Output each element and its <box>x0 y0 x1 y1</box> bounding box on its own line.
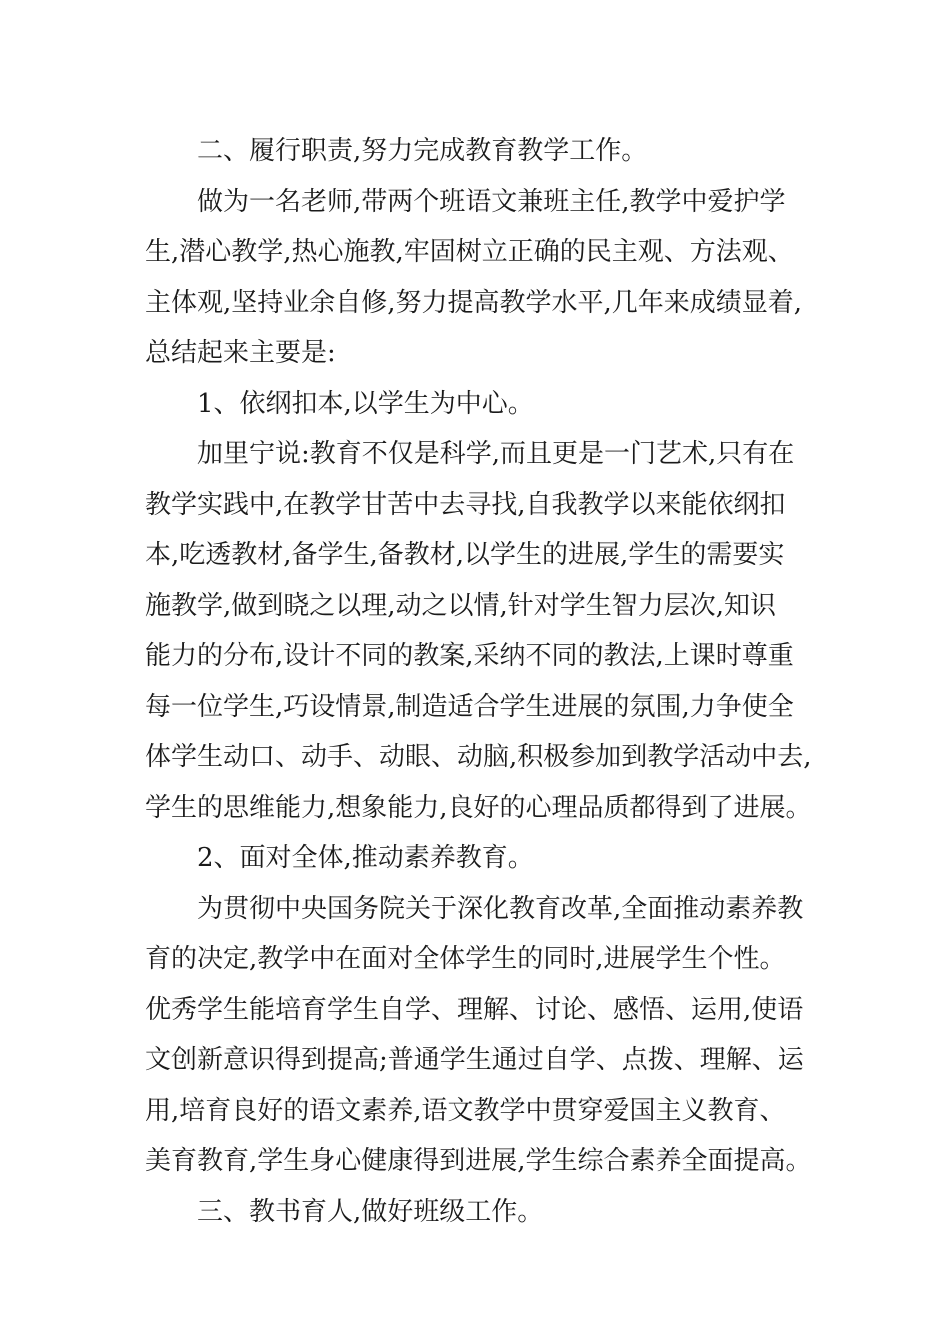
paragraph-line: 为贯彻中央国务院关于深化教育改革,全面推动素养教 <box>197 893 804 924</box>
paragraph-line: 本,吃透教材,备学生,备教材,以学生的进展,学生的需要实 <box>145 540 785 570</box>
paragraph-line: 施教学,做到晓之以理,动之以情,针对学生智力层次,知识 <box>145 590 777 621</box>
paragraph-line: 做为一名老师,带两个班语文兼班主任,教学中爱护学 <box>197 186 786 217</box>
paragraph-line: 主体观,坚持业余自修,努力提高教学水平,几年来成绩显着, <box>145 287 803 318</box>
subsection-heading: 2、面对全体,推动素养教育。 <box>197 843 534 873</box>
paragraph-line: 用,培育良好的语文素养,语文教学中贯穿爱国主义教育、 <box>145 1095 786 1126</box>
subsection-heading: 1、依纲扣本,以学生为中心。 <box>197 388 534 419</box>
body-text <box>145 126 825 1237</box>
paragraph-line: 加里宁说:教育不仅是科学,而且更是一门艺术,只有在 <box>197 439 795 469</box>
paragraph-line: 教学实践中,在教学甘苦中去寻找,自我教学以来能依纲扣 <box>145 489 786 520</box>
paragraph-line: 育的决定,教学中在面对全体学生的同时,进展学生个性。 <box>145 944 786 974</box>
section-heading: 二、履行职责,努力完成教育教学工作。 <box>197 136 648 166</box>
paragraph-line: 优秀学生能培育学生自学、理解、讨论、感悟、运用,使语 <box>145 994 804 1025</box>
paragraph-line: 美育教育,学生身心健康得到进展,学生综合素养全面提高。 <box>145 1146 812 1176</box>
section-heading: 三、教书育人,做好班级工作。 <box>197 1196 544 1227</box>
paragraph-line: 每一位学生,巧设情景,制造适合学生进展的氛围,力争使全 <box>145 691 794 722</box>
paragraph-line: 学生的思维能力,想象能力,良好的心理品质都得到了进展。 <box>145 792 812 823</box>
paragraph-line: 生,潜心教学,热心施教,牢固树立正确的民主观、方法观、 <box>145 237 794 267</box>
paragraph-line: 文创新意识得到提高;普通学生通过自学、点拨、理解、运 <box>145 1045 804 1075</box>
paragraph-line: 总结起来主要是: <box>145 338 336 368</box>
paragraph-line: 体学生动口、动手、动眼、动脑,积极参加到教学活动中去, <box>145 742 812 772</box>
paragraph-line: 能力的分布,设计不同的教案,采纳不同的教法,上课时尊重 <box>145 641 794 671</box>
